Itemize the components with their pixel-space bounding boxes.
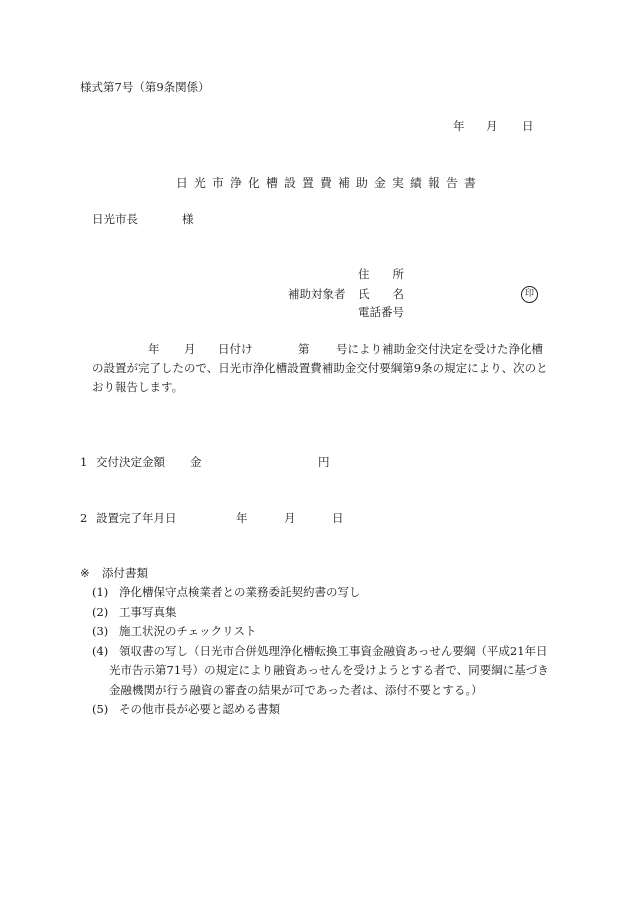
body-line2: の設置が完了したので、日光市浄化槽設置費補助金交付要綱第9条の規定により、次のと xyxy=(92,361,548,375)
document-title: 日光市浄化槽設置費補助金実績報告書 xyxy=(176,176,482,190)
item-number: 1 xyxy=(80,455,88,469)
list-item-number: (1) xyxy=(92,585,109,599)
body-day-suffix: 日付け xyxy=(218,342,253,356)
item-label: 交付決定金額 xyxy=(96,455,165,469)
seal-mark: 印 xyxy=(521,286,538,303)
list-item-continuation: 光市告示第71号）の規定により融資あっせんを受けようとする者で、同要綱に基づき xyxy=(109,663,549,677)
list-item xyxy=(92,622,562,642)
list-item xyxy=(92,603,562,623)
date-month: 月 xyxy=(486,119,498,133)
list-item-number: (4) xyxy=(92,643,109,658)
list-item-text: 領収書の写し（日光市合併処理浄化槽転換工事資金融資あっせん要綱（平成21年日 xyxy=(119,643,548,658)
form-label: 様式第7号（第9条関係） xyxy=(80,80,210,94)
attachments-title: 添付書類 xyxy=(102,566,148,580)
list-item-number: (2) xyxy=(92,604,109,619)
completion-day: 日 xyxy=(332,511,344,525)
note-mark: ※ xyxy=(80,566,90,580)
date-year: 年 xyxy=(453,119,465,133)
body-month: 月 xyxy=(184,342,196,356)
item-number: 2 xyxy=(80,511,88,525)
body-line1-rest: 号により補助金交付決定を受けた浄化槽 xyxy=(336,342,543,356)
body-no-prefix: 第 xyxy=(298,342,310,356)
addressee-name: 日光市長 xyxy=(92,212,138,226)
amount-prefix: 金 xyxy=(190,455,202,469)
list-item-number: (5) xyxy=(92,702,109,716)
amount-unit: 円 xyxy=(318,455,330,469)
completion-month: 月 xyxy=(284,511,296,525)
list-item-text: 浄化槽保守点検業者との業務委託契約書の写し xyxy=(119,585,361,599)
list-item-continuation: 金融機関が行う融資の審査の結果が可であった者は、添付不要とする。） xyxy=(109,682,483,697)
item-label: 設置完了年月日 xyxy=(96,511,177,525)
address-label: 住 所 xyxy=(358,267,404,281)
body-line3: おり報告します。 xyxy=(92,380,184,394)
list-item-text: その他市長が必要と認める書類 xyxy=(119,702,280,716)
list-item xyxy=(92,642,562,662)
completion-year: 年 xyxy=(236,511,248,525)
list-item xyxy=(92,700,562,720)
phone-label: 電話番号 xyxy=(358,305,404,319)
body-year: 年 xyxy=(148,342,160,356)
list-item xyxy=(92,583,562,603)
list-item-number: (3) xyxy=(92,624,109,638)
name-label: 氏 名 xyxy=(358,287,404,301)
list-item-text: 施工状況のチェックリスト xyxy=(119,624,257,638)
list-item-text: 工事写真集 xyxy=(119,604,177,619)
addressee-honorific: 様 xyxy=(182,212,194,226)
applicant-group-label: 補助対象者 xyxy=(288,287,346,301)
date-day: 日 xyxy=(522,119,534,133)
attachments-list xyxy=(92,583,562,720)
